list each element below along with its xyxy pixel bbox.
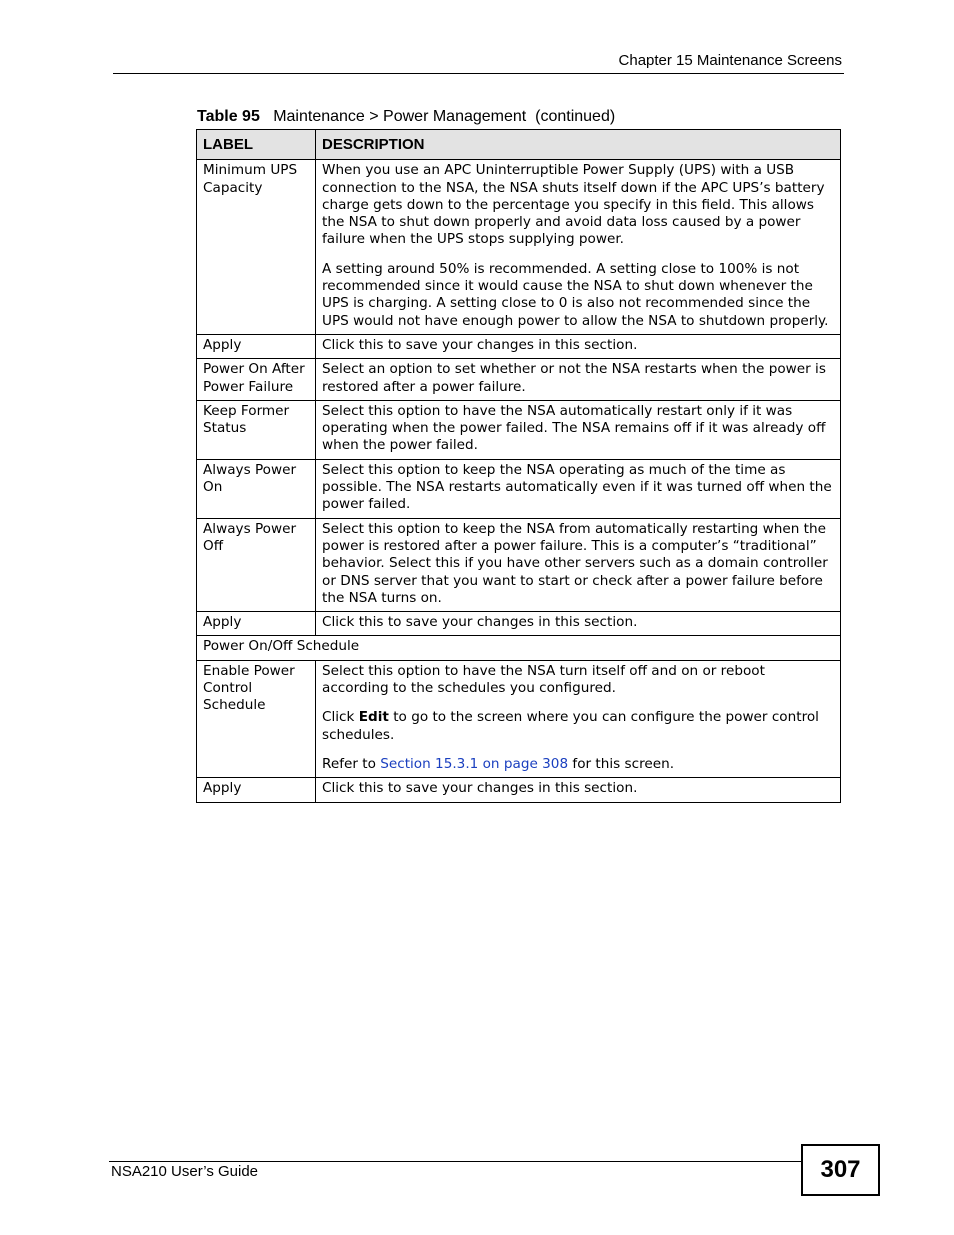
row-label: Keep Former Status [197, 400, 316, 459]
edit-keyword: Edit [358, 709, 389, 726]
text-run: to go to the screen where you can configure the power control schedules. [322, 709, 819, 743]
row-description: Click this to save your changes in this section. [316, 778, 841, 802]
row-label: Apply [197, 612, 316, 636]
row-description: Select this option to keep the NSA operating as much of the time as possible. The NSA restarts automatically even if it was turned off when the power failed. [316, 459, 841, 518]
table-row [197, 660, 841, 777]
section-link[interactable]: Section 15.3.1 on page 308 [380, 755, 569, 772]
row-label: Minimum UPS Capacity [197, 160, 316, 335]
table-row [197, 359, 841, 401]
page-number: 307 [801, 1144, 880, 1196]
row-description: Click this to save your changes in this section. [316, 612, 841, 636]
row-description: Select this option to have the NSA automatically restart only if it was operating when the power failed. The NSA remains off if it was already off when the power failed. [316, 400, 841, 459]
description-paragraph: Select this option to have the NSA turn itself off and on or reboot according to the schedules you configured. [322, 662, 765, 697]
row-label: Power On After Power Failure [197, 359, 316, 401]
section-heading: Power On/Off Schedule [197, 636, 841, 660]
row-description [316, 660, 841, 777]
table-row [197, 334, 841, 358]
row-label: Always Power On [197, 459, 316, 518]
row-description: Select an option to set whether or not the NSA restarts when the power is restored after a power failure. [316, 359, 841, 401]
header-rule [113, 73, 844, 74]
table-row [197, 612, 841, 636]
table-title: Maintenance > Power Management (continued) [273, 108, 616, 125]
table-row [197, 160, 841, 335]
description-paragraph: A setting around 50% is recommended. A setting close to 100% is not recommended since it would cause the NSA to shut down whenever the UPS is charging. A setting close to 0 is also not recommended since the UPS would not have enough power to allow the NSA to shutdown properly. [322, 260, 829, 329]
description-paragraph [322, 709, 835, 744]
row-label: Apply [197, 778, 316, 802]
description-paragraph [322, 756, 835, 773]
table-row [197, 518, 841, 611]
description-paragraph: When you use an APC Uninterruptible Power Supply (UPS) with a USB connection to the NSA, the NSA shuts itself down if the APC UPS’s battery charge gets down to the percentage you specify in this field. This allows the NSA to shut down properly and avoid data loss caused by a power failure when the UPS stops supplying power. [322, 162, 825, 248]
row-label: Enable Power Control Schedule [197, 660, 316, 777]
chapter-header: Chapter 15 Maintenance Screens [618, 52, 842, 69]
column-header-label: LABEL [197, 130, 316, 160]
table-row [197, 400, 841, 459]
row-description [316, 160, 841, 335]
text-run: Refer to [322, 755, 381, 772]
table-section-row [197, 636, 841, 660]
text-run: for this screen. [568, 755, 675, 772]
table-row [197, 778, 841, 802]
guide-title: NSA210 User’s Guide [111, 1163, 259, 1180]
row-label: Apply [197, 334, 316, 358]
column-header-description: DESCRIPTION [316, 130, 841, 160]
table-caption [197, 108, 615, 126]
row-description: Click this to save your changes in this section. [316, 334, 841, 358]
row-label: Always Power Off [197, 518, 316, 611]
table-row [197, 459, 841, 518]
table-header-row [197, 130, 841, 160]
footer-rule [109, 1161, 801, 1162]
row-description: Select this option to keep the NSA from automatically restarting when the power is restored after a power failure. This is a computer’s “traditional” behavior. Select this if you have other servers such as a domain controller or DNS server that you want to start or check after a power failure before the NSA turns on. [316, 518, 841, 611]
power-management-table [196, 129, 841, 803]
table-number: Table 95 [197, 108, 260, 125]
text-run: Click [322, 709, 359, 726]
